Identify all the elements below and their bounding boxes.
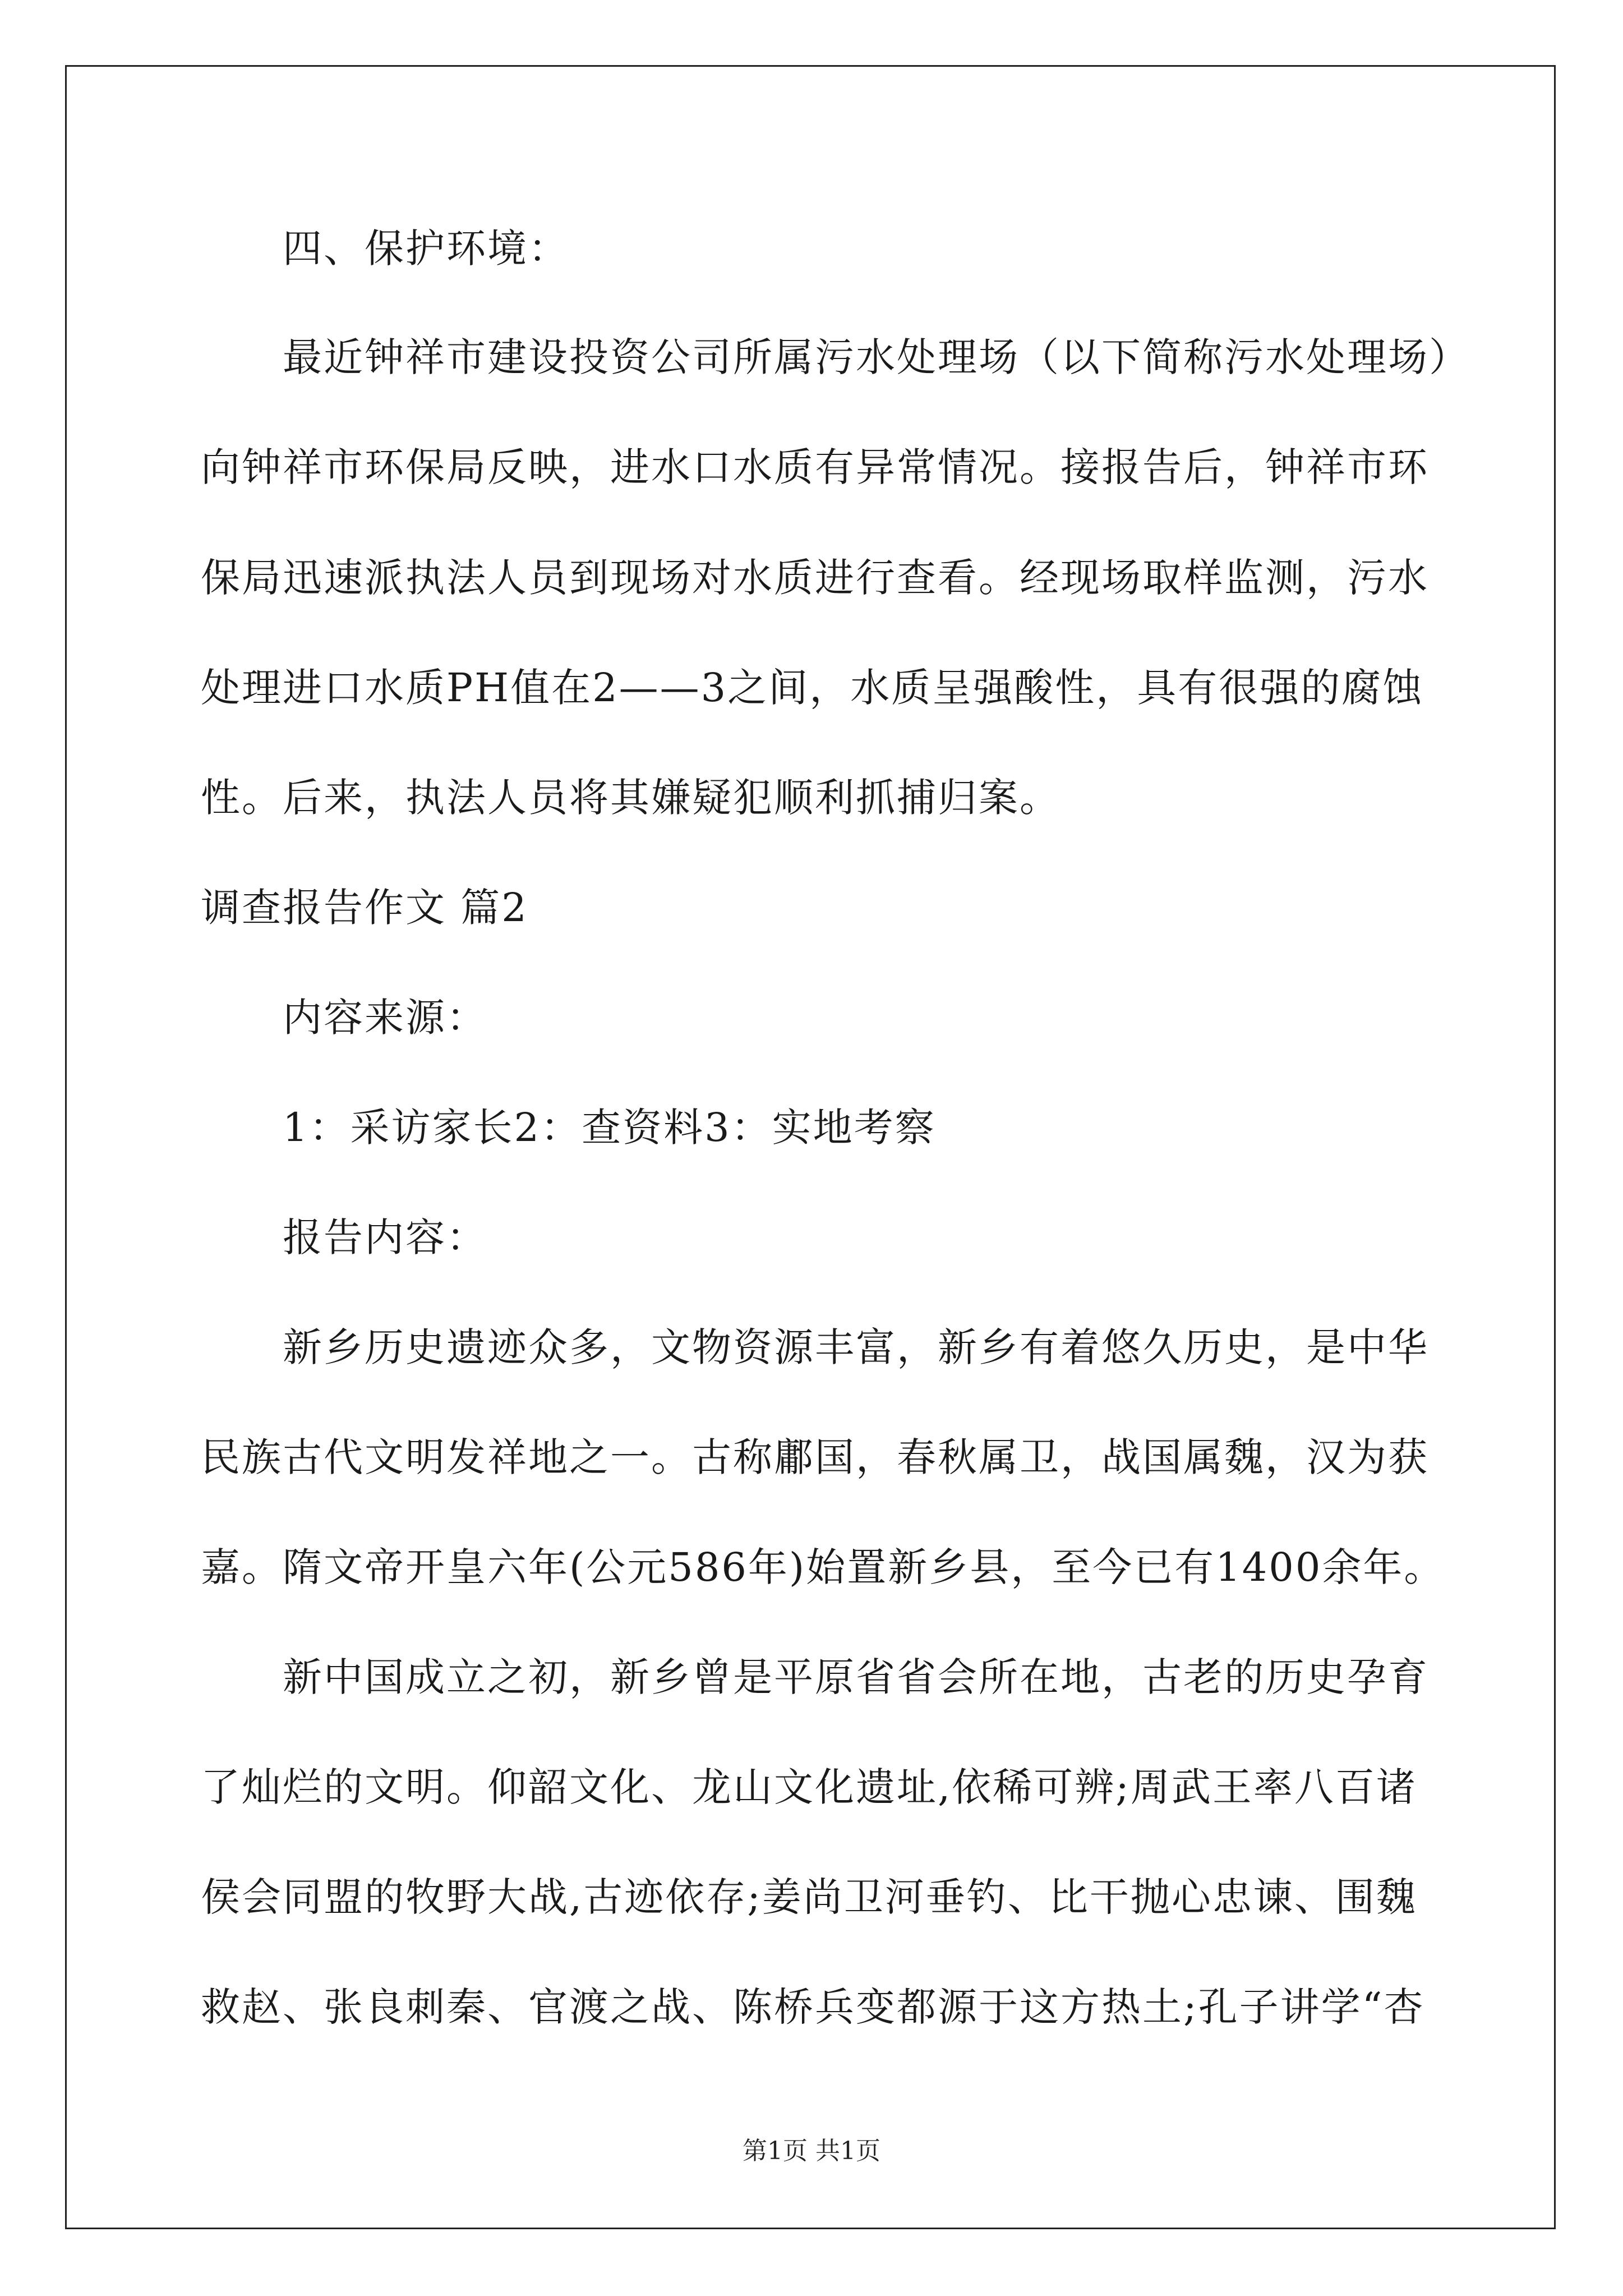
article-title: 调查报告作文 篇2 (201, 885, 528, 931)
paragraph-line: 民族古代文明发祥地之一。古称鄘国，春秋属卫，战国属魏，汉为获 (201, 1434, 1429, 1480)
paragraph-line: 最近钟祥市建设投资公司所属污水处理场（以下简称污水处理场） (283, 334, 1470, 380)
content-source-list: 1：采访家长2：查资料3：实地考察 (283, 1105, 936, 1151)
paragraph-line: 保局迅速派执法人员到现场对水质进行查看。经现场取样监测，污水 (201, 555, 1429, 601)
section-heading-protect-environment: 四、保护环境： (283, 226, 569, 272)
paragraph-line: 嘉。隋文帝开皇六年(公元586年)始置新乡县，至今已有1400余年。 (201, 1544, 1445, 1590)
paragraph-line: 性。后来，执法人员将其嫌疑犯顺利抓捕归案。 (201, 775, 1061, 821)
paragraph-line: 处理进口水质PH值在2——3之间，水质呈强酸性，具有很强的腐蚀 (201, 665, 1424, 711)
paragraph-line: 救赵、张良刺秦、官渡之战、陈桥兵变都源于这方热土;孔子讲学“杏 (201, 1984, 1425, 2030)
page-number-footer: 第1页 共1页 (743, 2137, 880, 2165)
content-source-heading: 内容来源： (283, 995, 487, 1041)
paragraph-line: 侯会同盟的牧野大战,古迹依存;姜尚卫河垂钓、比干抛心忠谏、围魏 (201, 1874, 1417, 1920)
paragraph-line: 新中国成立之初，新乡曾是平原省省会所在地，古老的历史孕育 (283, 1654, 1429, 1700)
paragraph-line: 了灿烂的文明。仰韶文化、龙山文化遗址,依稀可辨;周武王率八百诸 (201, 1764, 1417, 1810)
paragraph-line: 新乡历史遗迹众多，文物资源丰富，新乡有着悠久历史，是中华 (283, 1324, 1429, 1370)
report-content-heading: 报告内容： (283, 1214, 487, 1260)
paragraph-line: 向钟祥市环保局反映，进水口水质有异常情况。接报告后，钟祥市环 (201, 444, 1429, 490)
